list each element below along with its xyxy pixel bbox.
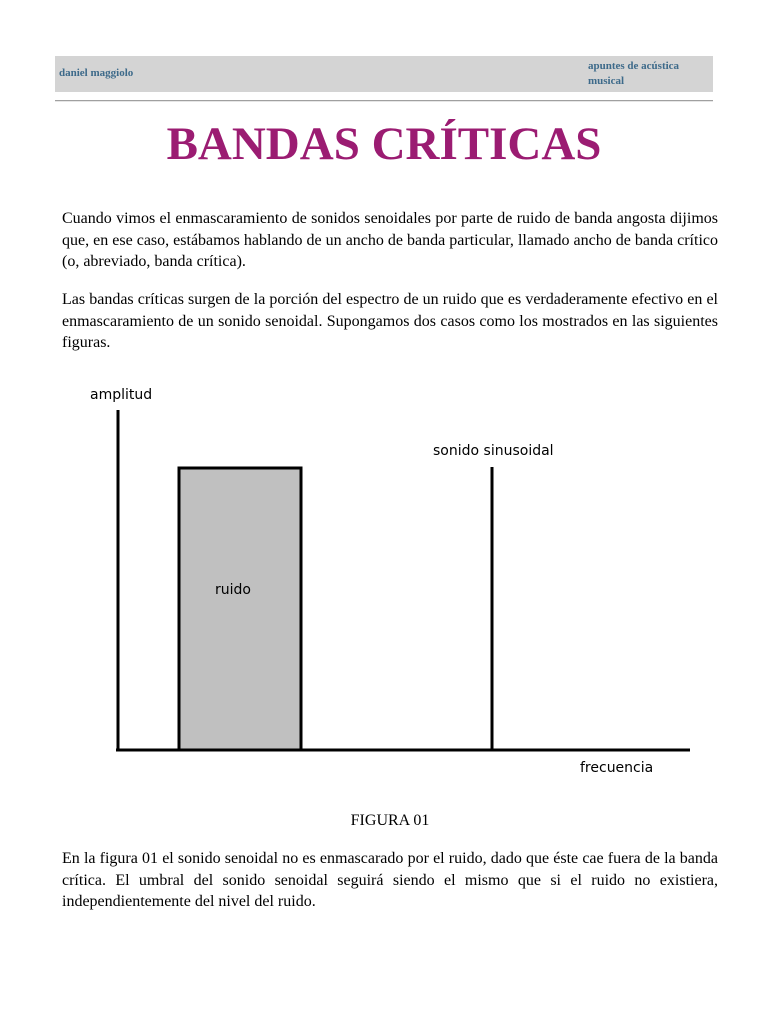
- noise-label: ruido: [215, 582, 251, 598]
- header-divider: [55, 100, 713, 102]
- noise-band: [179, 468, 301, 750]
- paragraph-figure-explanation: En la figura 01 el sonido senoidal no es enmascarado por el ruido, dado que éste cae fuera de la banda crítica. El umbral del sonido senoidal seguirá siendo el mismo que si el ruido no existiera, independientemente del nivel del ruido.: [62, 850, 718, 910]
- page-title: BANDAS CRÍTICAS: [166, 118, 602, 170]
- header-author: daniel maggiolo: [59, 67, 134, 79]
- paragraph-intro: Cuando vimos el enmascaramiento de sonidos senoidales por parte de ruido de banda angosta dijimos que, en ese caso, estábamos hablando de un ancho de banda particular, llamado ancho de banda crítico (o, abreviado, banda crítica).: [62, 210, 718, 270]
- x-axis-label: frecuencia: [580, 760, 654, 776]
- y-axis-label: amplitud: [90, 387, 153, 403]
- figure-caption: FIGURA 01: [350, 812, 430, 829]
- figure-01-diagram: [0, 370, 768, 790]
- header-subject: apuntes de acústica musical: [588, 60, 680, 87]
- document-header: [55, 56, 713, 92]
- tone-label: sonido sinusoidal: [433, 443, 554, 459]
- paragraph-origin: Las bandas críticas surgen de la porción del espectro de un ruido que es verdaderamente efectivo en el enmascaramiento de un sonido senoidal. Supongamos dos casos como los mostrados en las siguientes figuras.: [62, 291, 718, 351]
